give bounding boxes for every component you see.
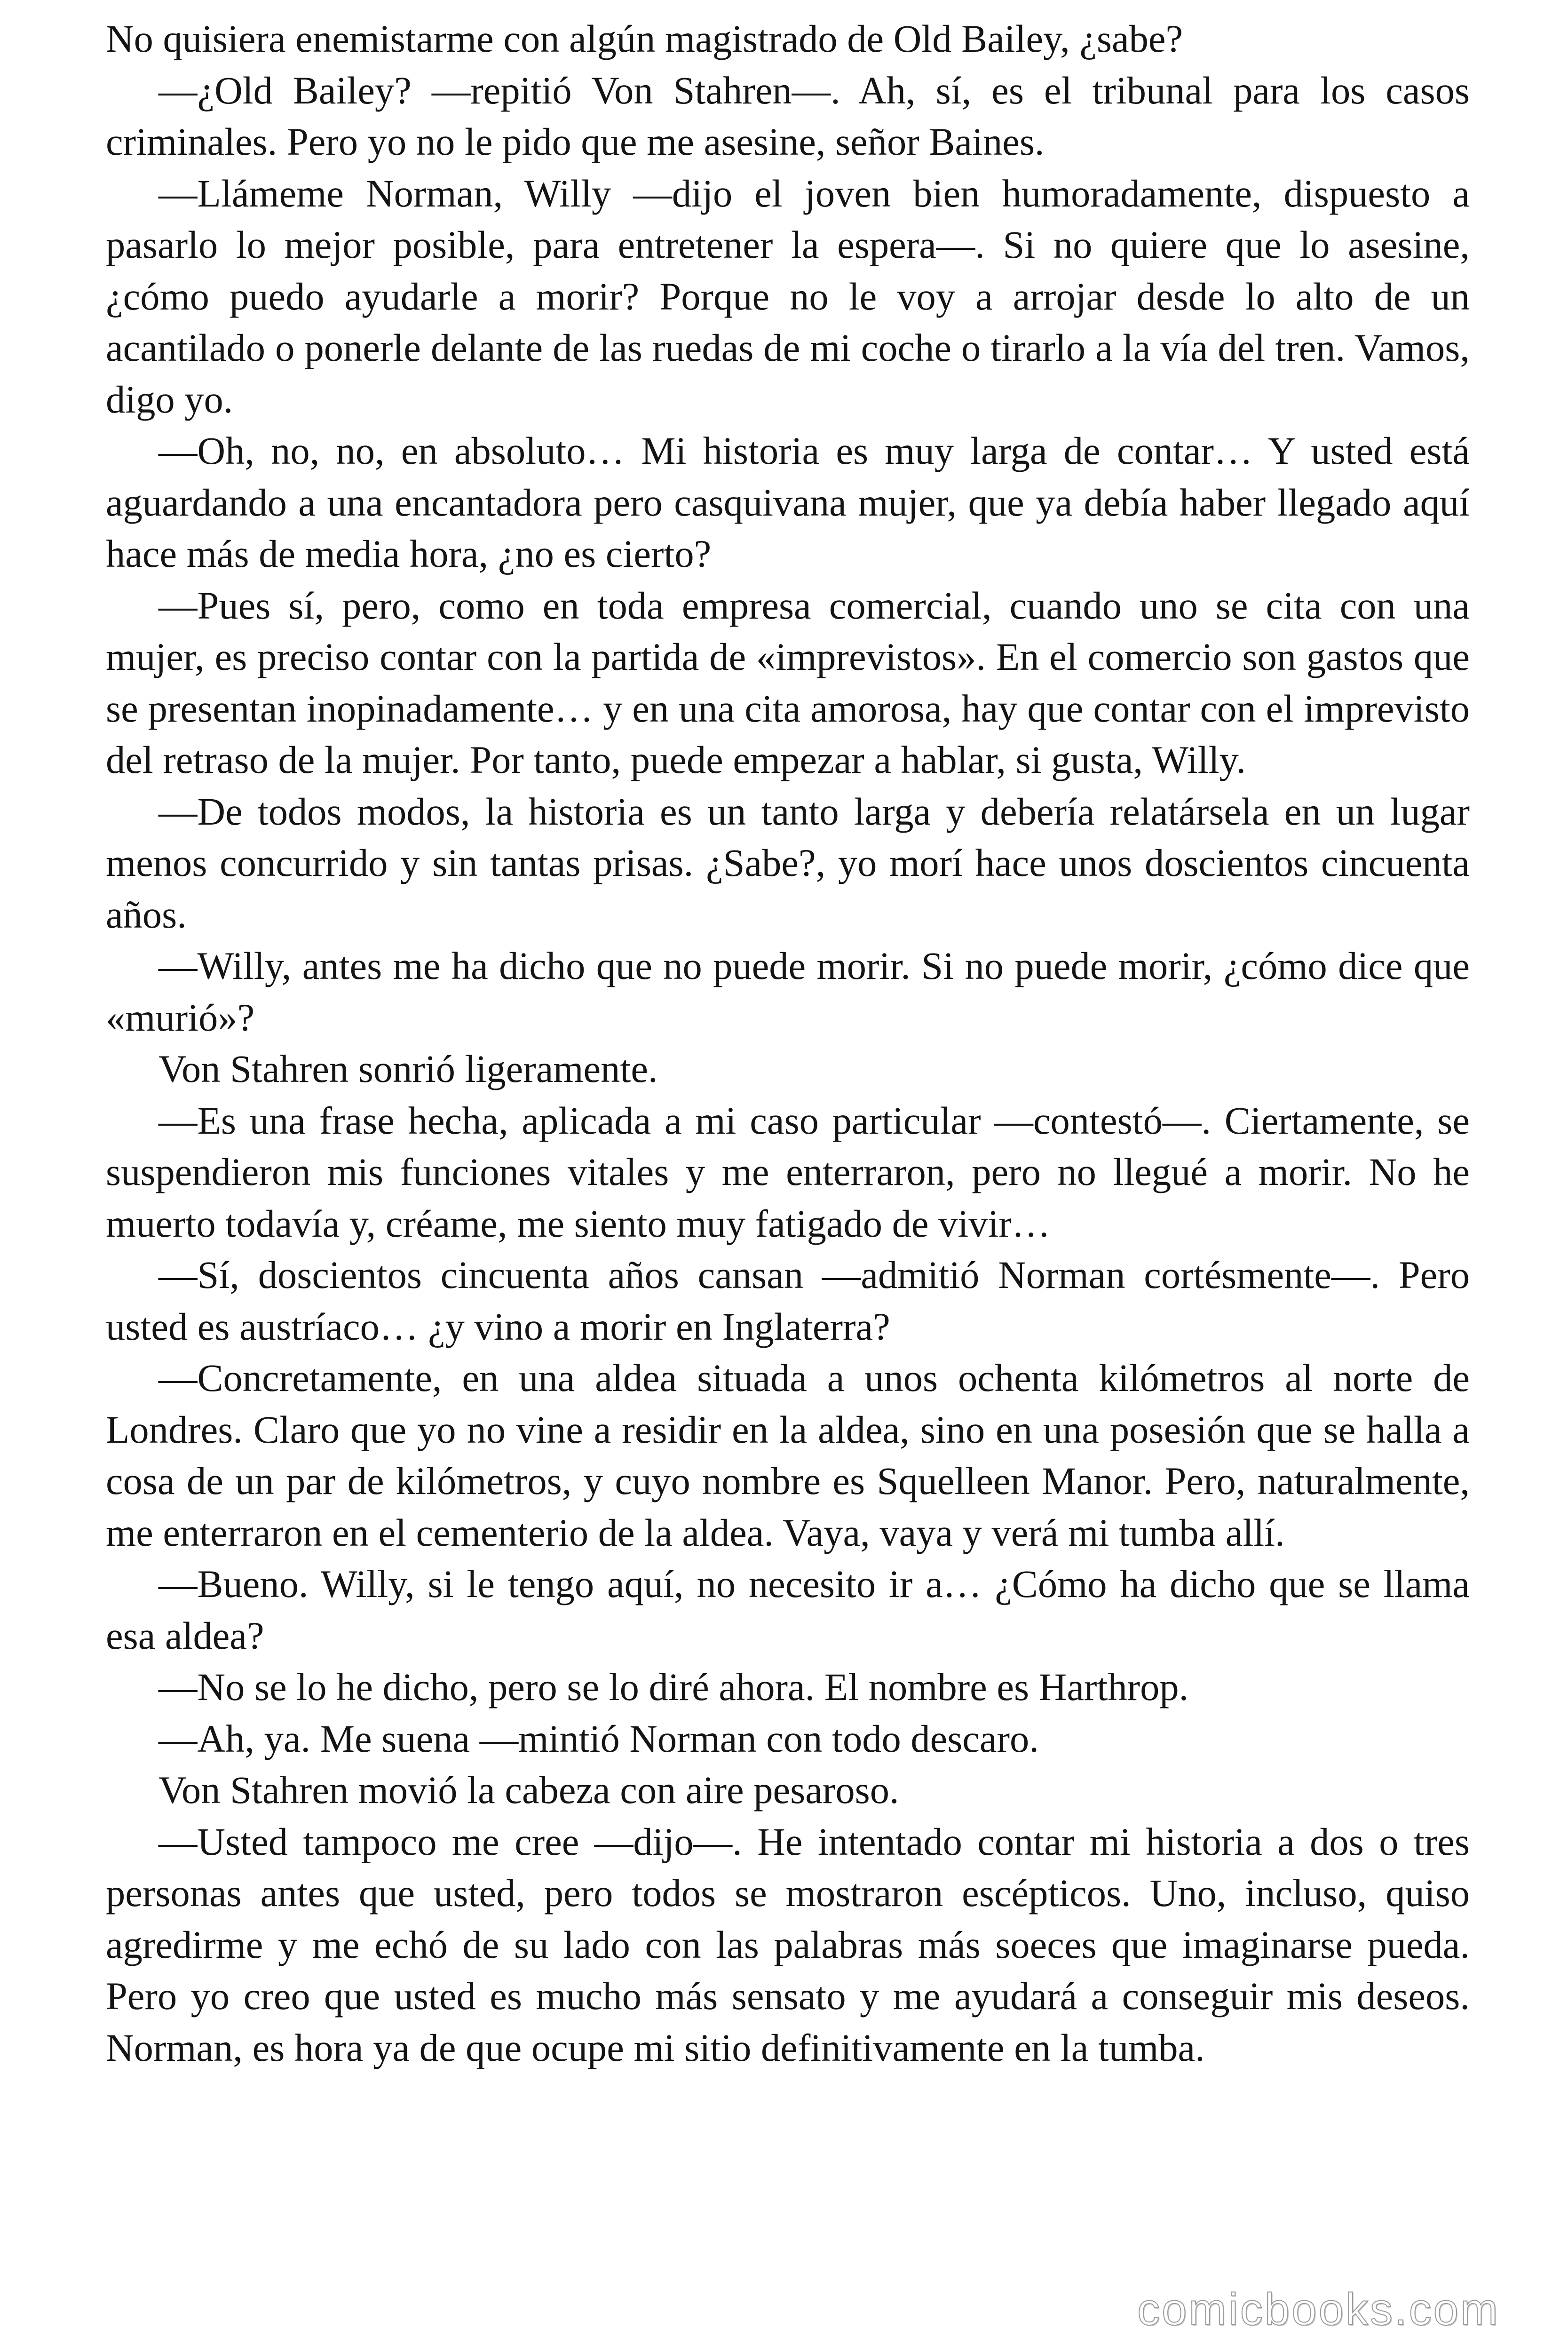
paragraph: —No se lo he dicho, pero se lo diré ahora. El nombre es Harthrop.	[158, 1665, 1189, 1708]
paragraph: —De todos modos, la historia es un tanto larga y debería relatársela en un lugar menos concurrido y sin tantas prisas. ¿Sabe?, yo morí hace unos doscientos cincuenta años.	[106, 789, 1470, 936]
paragraph: Von Stahren sonrió ligeramente.	[158, 1047, 658, 1090]
paragraph: —Concretamente, en una aldea situada a unos ochenta kilómetros al norte de Londres. Claro que yo no vine a residir en la aldea, sino en una posesión que se halla a cosa de un par de kilómetros, y cuyo nombre es Squelleen Manor. Pero, naturalmente, me enterraron en el cementerio de la aldea. Vaya, vaya y verá mi tumba allí.	[106, 1356, 1470, 1554]
paragraph: —Willy, antes me ha dicho que no puede morir. Si no puede morir, ¿cómo dice que «murió»?	[106, 944, 1470, 1039]
paragraph: —Usted tampoco me cree —dijo—. He intentado contar mi historia a dos o tres personas antes que usted, pero todos se mostraron escépticos. Uno, incluso, quiso agredirme y me echó de su lado con las palabras más soeces que imaginarse pueda. Pero yo creo que usted es mucho más sensato y me ayudará a conseguir mis deseos. Norman, es hora ya de que ocupe mi sitio definitivamente en la tumba.	[106, 1820, 1470, 2069]
paragraph: —Bueno. Willy, si le tengo aquí, no necesito ir a… ¿Cómo ha dicho que se llama esa aldea?	[106, 1562, 1470, 1657]
watermark: comicbooks.com	[1137, 2284, 1500, 2335]
paragraph: —Llámeme Norman, Willy —dijo el joven bien humoradamente, dispuesto a pasarlo lo mejor posible, para entretener la espera—. Si no quiere que lo asesine, ¿cómo puedo ayudarle a morir? Porque no le voy a arrojar desde lo alto de un acantilado o ponerle delante de las ruedas de mi coche o tirarlo a la vía del tren. Vamos, digo yo.	[106, 171, 1470, 421]
page-body	[106, 13, 1470, 2074]
paragraph-continuation: No quisiera enemistarme con algún magistrado de Old Bailey, ¿sabe?	[106, 17, 1183, 60]
paragraph: Von Stahren movió la cabeza con aire pesaroso.	[158, 1768, 899, 1812]
paragraph: —Pues sí, pero, como en toda empresa comercial, cuando uno se cita con una mujer, es preciso contar con la partida de «imprevistos». En el comercio son gastos que se presentan inopinadamente… y en una cita amorosa, hay que contar con el imprevisto del retraso de la mujer. Por tanto, puede empezar a hablar, si gusta, Willy.	[106, 583, 1470, 781]
paragraph: —Oh, no, no, en absoluto… Mi historia es muy larga de contar… Y usted está aguardando a una encantadora pero casquivana mujer, que ya debía haber llegado aquí hace más de media hora, ¿no es cierto?	[106, 429, 1470, 575]
paragraph: —Ah, ya. Me suena —mintió Norman con todo descaro.	[158, 1716, 1039, 1760]
paragraph: —Sí, doscientos cincuenta años cansan —admitió Norman cortésmente—. Pero usted es austríaco… ¿y vino a morir en Inglaterra?	[106, 1253, 1470, 1348]
paragraph: —Es una frase hecha, aplicada a mi caso particular —contestó—. Ciertamente, se suspendieron mis funciones vitales y me enterraron, pero no llegué a morir. No he muerto todavía y, créame, me siento muy fatigado de vivir…	[106, 1098, 1470, 1245]
paragraph: —¿Old Bailey? —repitió Von Stahren—. Ah, sí, es el tribunal para los casos criminales. Pero yo no le pido que me asesine, señor Baines.	[106, 68, 1470, 163]
